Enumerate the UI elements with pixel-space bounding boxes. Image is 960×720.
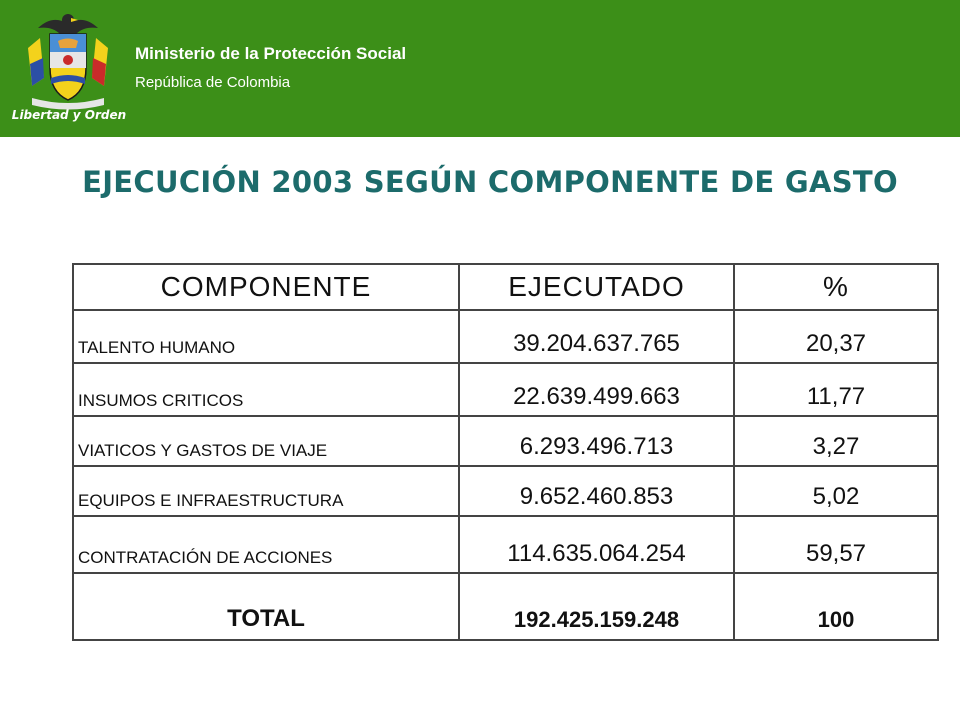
column-header-componente: COMPONENTE <box>73 264 459 310</box>
table-total-row <box>73 573 938 640</box>
table-row <box>73 416 938 466</box>
cell-componente: INSUMOS CRITICOS <box>73 363 459 416</box>
cell-percent: 3,27 <box>734 416 938 466</box>
cell-total-percent: 100 <box>734 573 938 640</box>
cell-percent: 59,57 <box>734 516 938 573</box>
execution-table <box>72 263 939 641</box>
country-subtitle: República de Colombia <box>135 74 291 91</box>
column-header-percent: % <box>734 264 938 310</box>
cell-componente: CONTRATACIÓN DE ACCIONES <box>73 516 459 573</box>
table-header-row <box>73 264 938 310</box>
table-row <box>73 466 938 516</box>
table-row <box>73 310 938 363</box>
ministry-title: Ministerio de la Protección Social <box>135 44 407 63</box>
cell-ejecutado: 39.204.637.765 <box>459 310 734 363</box>
column-header-ejecutado: EJECUTADO <box>459 264 734 310</box>
cell-ejecutado: 114.635.064.254 <box>459 516 734 573</box>
cell-total-ejecutado: 192.425.159.248 <box>459 573 734 640</box>
cell-percent: 11,77 <box>734 363 938 416</box>
colombia-coat-of-arms-icon <box>18 8 118 110</box>
cell-componente: EQUIPOS E INFRAESTRUCTURA <box>73 466 459 516</box>
page-title: EJECUCIÓN 2003 SEGÚN COMPONENTE DE GASTO <box>82 165 898 199</box>
crest-motto: Libertad y Orden <box>11 108 127 122</box>
table-row <box>73 516 938 573</box>
table-row <box>73 363 938 416</box>
cell-componente: VIATICOS Y GASTOS DE VIAJE <box>73 416 459 466</box>
cell-percent: 20,37 <box>734 310 938 363</box>
cell-ejecutado: 6.293.496.713 <box>459 416 734 466</box>
cell-percent: 5,02 <box>734 466 938 516</box>
cell-componente: TALENTO HUMANO <box>73 310 459 363</box>
header-bar <box>0 0 960 137</box>
cell-ejecutado: 22.639.499.663 <box>459 363 734 416</box>
cell-total-label: TOTAL <box>73 573 459 640</box>
cell-ejecutado: 9.652.460.853 <box>459 466 734 516</box>
